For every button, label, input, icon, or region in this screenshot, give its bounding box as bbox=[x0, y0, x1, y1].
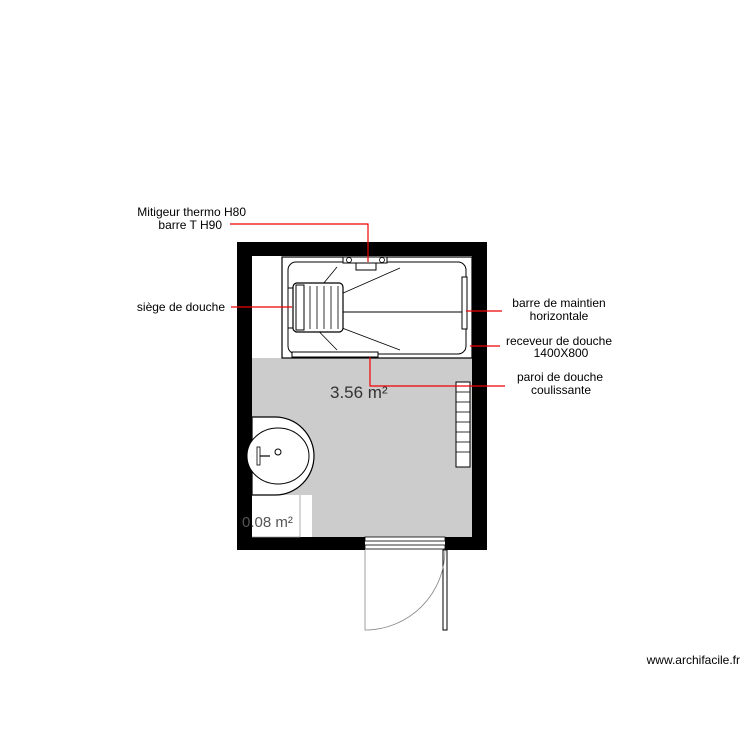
credit-text: www.archifacile.fr bbox=[646, 653, 740, 667]
label-receveur-line2: 1400X800 bbox=[533, 346, 589, 360]
small-area-label: 0.08 m² bbox=[242, 514, 293, 531]
label-mitigeur-line2: barre T H90 bbox=[158, 218, 222, 232]
label-barre-line2: horizontale bbox=[529, 309, 589, 323]
sliding-screen bbox=[292, 352, 378, 357]
label-paroi-line2: coulissante bbox=[530, 383, 592, 397]
label-barre-line1: barre de maintien bbox=[512, 296, 606, 310]
label-receveur-line1: receveur de douche bbox=[505, 334, 613, 348]
label-paroi-line1: paroi de douche bbox=[516, 370, 604, 384]
door bbox=[365, 537, 447, 630]
room-area-label: 3.56 m² bbox=[330, 383, 388, 402]
grab-bar bbox=[462, 277, 467, 329]
label-siege: siège de douche bbox=[136, 300, 225, 314]
shower-seat bbox=[288, 283, 343, 332]
towel-radiator bbox=[456, 382, 470, 467]
label-mitigeur-line1: Mitigeur thermo H80 bbox=[137, 205, 246, 219]
